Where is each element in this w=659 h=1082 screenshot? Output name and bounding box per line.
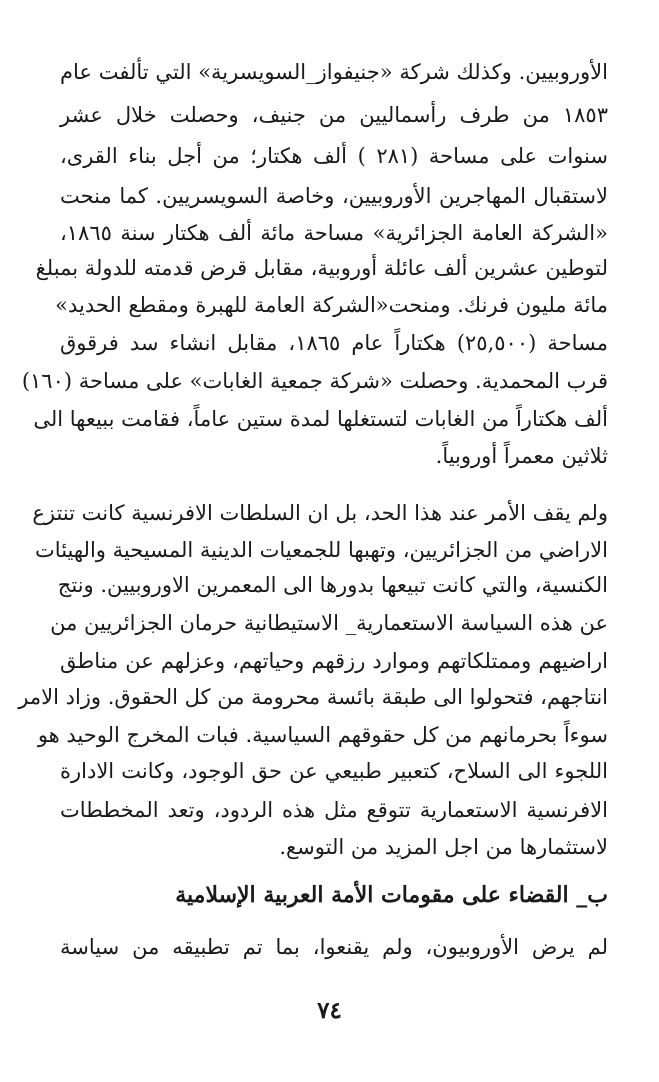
paragraph-2-line: اراضيهم وممتلكاتهم وموارد رزقهم وحياتهم، وعزلهم عن مناطق: [60, 649, 608, 673]
paragraph-2-line: الكنسية، والتي كانت تبيعها بدورها الى المعمرين الاوروبيين. ونتج: [57, 573, 608, 597]
paragraph-2-line: ولم يقف الأمر عند هذا الحد، بل ان السلطات الافرنسية كانت تنتزع: [32, 501, 608, 525]
paragraph-2-line: الاراضي من الجزائريين، وتهبها للجمعيات الدينية المسيحية والهيئات: [35, 538, 608, 562]
paragraph-1-line: سنوات على مساحة (٢٨١ ) ألف هكتار؛ من أجل بناء القرى،: [60, 144, 608, 168]
paragraph-1-line: لاستقبال المهاجرين الأوروبيين، وخاصة السويسريين. كما منحت: [60, 184, 608, 208]
paragraph-1-line: ثلاثين معمراً أوروبياً.: [435, 444, 608, 468]
section-heading: ب_ القضاء على مقومات الأمة العربية الإسلامية: [175, 882, 608, 908]
page-number: ٧٤: [317, 997, 342, 1024]
paragraph-2-line: لاستثمارها من اجل المزيد من التوسع.: [279, 835, 608, 859]
paragraph-3-line: لم يرض الأوروبيون، ولم يقنعوا، بما تم تطبيقه من سياسة: [60, 935, 608, 959]
paragraph-1-line: ١٨٥٣ من طرف رأسماليين من جنيف، وحصلت خلال عشر: [60, 103, 608, 127]
paragraph-1-line: مساحة (٢٥,٥٠٠) هكتاراً عام ١٨٦٥، مقابل انشاء سد فرقوق: [60, 331, 608, 355]
paragraph-1-line: لتوطين عشرين ألف عائلة أوروبية، مقابل قرض قدمته للدولة بمبلغ: [35, 256, 608, 280]
paragraph-2-line: عن هذه السياسة الاستعمارية_ الاستيطانية حرمان الجزائريين من: [50, 611, 608, 635]
paragraph-1-line: «الشركة العامة الجزائرية» مساحة مائة ألف هكتار سنة ١٨٦٥،: [60, 221, 608, 245]
paragraph-1-line: قرب المحمدية. وحصلت «شركة جمعية الغابات» على مساحة (١٦٠): [21, 369, 608, 393]
paragraph-1-line: الأوروبيين. وكذلك شركة «جنيفواز_السويسرية» التي تألفت عام: [60, 60, 608, 84]
paragraph-2-line: انتاجهم، فتحولوا الى طبقة بائسة محرومة من كل الحقوق. وزاد الامر: [18, 685, 608, 709]
paragraph-2-line: سوءاً بحرمانهم من كل حقوقهم السياسية. فبات المخرج الوحيد هو: [37, 723, 608, 747]
paragraph-2-line: اللجوء الى السلاح، كتعبير طبيعي عن حق الوجود، وكانت الادارة: [60, 759, 608, 783]
paragraph-2-line: الافرنسية الاستعمارية تتوقع مثل هذه الردود، وتعد المخططات: [60, 798, 608, 822]
paragraph-1-line: ألف هكتاراً من الغابات لتستغلها لمدة ستين عاماً، فقامت ببيعها الى: [33, 407, 608, 431]
paragraph-1-line: مائة مليون فرنك. ومنحت«الشركة العامة للهبرة ومقطع الحديد»: [55, 293, 608, 317]
